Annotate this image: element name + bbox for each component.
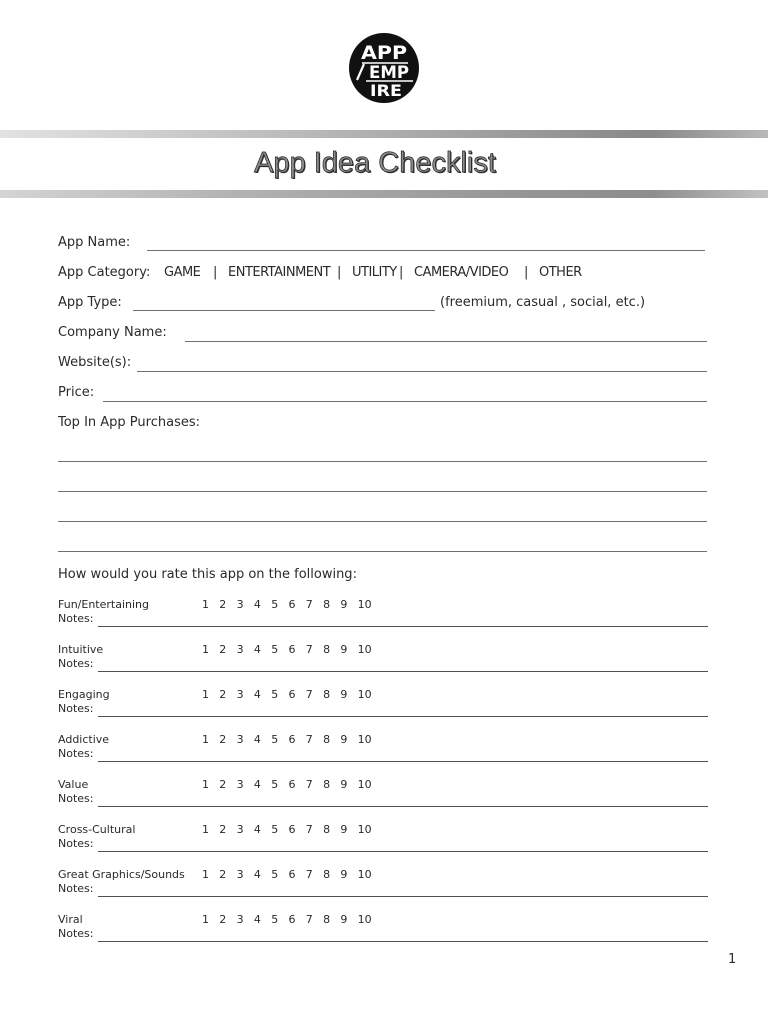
rating-scale-value: 10 (357, 868, 372, 881)
rating-scale-value: 6 (288, 913, 296, 926)
rating-scale-value: 10 (357, 733, 372, 746)
notes-line (98, 941, 708, 942)
category-option-entertainment: ENTERTAINMENT (228, 265, 331, 280)
rating-scale-value: 3 (236, 868, 244, 881)
rating-scale-value: 2 (219, 598, 227, 611)
rating-scale-value: 1 (202, 868, 209, 881)
rating-scale-value: 8 (323, 643, 331, 656)
logo-text-line-2: EMP (369, 63, 409, 83)
rating-scale (202, 598, 375, 612)
rating-scale-value: 1 (202, 688, 209, 701)
notes-line (98, 851, 708, 852)
rating-scale-value: 2 (219, 868, 227, 881)
websites-line (137, 371, 707, 372)
rating-scale-value: 2 (219, 823, 227, 836)
rating-scale-value: 8 (323, 778, 331, 791)
category-separator: | (399, 265, 404, 280)
rating-scale (202, 688, 375, 702)
rating-scale-value: 10 (357, 778, 372, 791)
notes-label: Notes: (58, 747, 94, 760)
rating-scale-value: 5 (271, 643, 279, 656)
rating-scale (202, 733, 375, 747)
rating-row-fun-entertaining (58, 598, 708, 628)
notes-label: Notes: (58, 837, 94, 850)
rating-scale-value: 3 (236, 778, 244, 791)
rating-scale-value: 1 (202, 733, 209, 746)
price-label: Price: (58, 385, 95, 400)
rating-criterion-label: Cross-Cultural (58, 823, 136, 836)
category-option-camera-video: CAMERA/VIDEO (414, 265, 509, 280)
logo-text-line-3: IRE (370, 81, 402, 100)
rating-scale-value: 9 (340, 643, 348, 656)
app-type-line (133, 310, 435, 311)
notes-label: Notes: (58, 927, 94, 940)
rating-scale (202, 868, 375, 882)
rating-scale-value: 4 (253, 823, 261, 836)
rating-scale-value: 6 (288, 823, 296, 836)
category-separator: | (337, 265, 342, 280)
rating-row-cross-cultural (58, 823, 708, 853)
header-rule-bottom (0, 190, 768, 198)
page-number: 1 (728, 952, 737, 967)
rating-scale-value: 1 (202, 778, 209, 791)
rating-scale-value: 9 (340, 688, 348, 701)
company-name-label: Company Name: (58, 325, 167, 340)
page-title: App Idea Checklist (254, 147, 496, 179)
rating-scale-value: 6 (288, 643, 296, 656)
rating-scale-value: 8 (323, 868, 331, 881)
rating-scale-value: 9 (340, 778, 348, 791)
rating-scale (202, 913, 375, 927)
app-empire-logo (348, 32, 420, 104)
rating-criterion-label: Viral (58, 913, 83, 926)
notes-label: Notes: (58, 882, 94, 895)
rating-scale-value: 10 (357, 688, 372, 701)
rating-scale-value: 4 (253, 778, 261, 791)
rating-scale-value: 1 (202, 598, 209, 611)
rating-scale-value: 7 (305, 778, 313, 791)
rating-scale-value: 7 (305, 643, 313, 656)
rating-scale-value: 5 (271, 868, 279, 881)
rating-row-addictive (58, 733, 708, 763)
logo-text-line-1: APP (361, 42, 408, 64)
rating-scale-value: 4 (253, 643, 261, 656)
purchases-line (58, 521, 707, 522)
rating-scale (202, 778, 375, 792)
notes-line (98, 806, 708, 807)
rating-scale-value: 9 (340, 823, 348, 836)
rating-scale-value: 6 (288, 733, 296, 746)
rating-scale-value: 6 (288, 868, 296, 881)
notes-line (98, 671, 708, 672)
rating-scale-value: 8 (323, 688, 331, 701)
rating-criterion-label: Value (58, 778, 89, 791)
rating-criterion-label: Addictive (58, 733, 110, 746)
rating-row-intuitive (58, 643, 708, 673)
rating-scale-value: 9 (340, 598, 348, 611)
rating-scale-value: 10 (357, 643, 372, 656)
purchases-line (58, 491, 707, 492)
rating-row-value (58, 778, 708, 808)
rating-scale-value: 5 (271, 913, 279, 926)
rating-scale-value: 8 (323, 823, 331, 836)
category-option-utility: UTILITY (352, 265, 397, 280)
rating-scale-value: 6 (288, 778, 296, 791)
category-option-other: OTHER (539, 265, 582, 280)
rating-scale-value: 9 (340, 868, 348, 881)
rating-scale-value: 9 (340, 913, 348, 926)
notes-label: Notes: (58, 702, 94, 715)
category-separator: | (213, 265, 218, 280)
rating-scale-value: 10 (357, 823, 372, 836)
rating-scale-value: 8 (323, 598, 331, 611)
rating-scale-value: 8 (323, 733, 331, 746)
rating-criterion-label: Fun/Entertaining (58, 598, 149, 611)
purchases-line (58, 551, 707, 552)
rating-scale-value: 3 (236, 733, 244, 746)
rating-scale-value: 6 (288, 688, 296, 701)
rating-scale-value: 2 (219, 643, 227, 656)
top-in-app-purchases-label: Top In App Purchases: (58, 415, 200, 430)
rating-scale-value: 7 (305, 733, 313, 746)
rating-scale-value: 5 (271, 778, 279, 791)
app-name-label: App Name: (58, 235, 131, 250)
rating-criterion-label: Great Graphics/Sounds (58, 868, 185, 881)
app-type-label: App Type: (58, 295, 122, 310)
rating-scale-value: 3 (236, 643, 244, 656)
rating-scale-value: 5 (271, 733, 279, 746)
rating-criterion-label: Engaging (58, 688, 110, 701)
rating-row-viral (58, 913, 708, 943)
rating-scale-value: 1 (202, 823, 209, 836)
rating-row-engaging (58, 688, 708, 718)
notes-line (98, 761, 708, 762)
rating-row-great-graphics-sounds (58, 868, 708, 898)
rating-scale-value: 1 (202, 643, 209, 656)
rating-prompt: How would you rate this app on the following: (58, 567, 357, 582)
rating-scale-value: 4 (253, 688, 261, 701)
rating-scale-value: 10 (357, 913, 372, 926)
header-rule-top (0, 130, 768, 138)
rating-scale-value: 9 (340, 733, 348, 746)
rating-scale-value: 3 (236, 688, 244, 701)
rating-scale-value: 5 (271, 688, 279, 701)
rating-scale-value: 3 (236, 823, 244, 836)
rating-scale-value: 2 (219, 733, 227, 746)
rating-scale-value: 3 (236, 598, 244, 611)
price-line (103, 401, 707, 402)
rating-scale-value: 5 (271, 598, 279, 611)
rating-scale-value: 4 (253, 598, 261, 611)
rating-criterion-label: Intuitive (58, 643, 104, 656)
rating-scale-value: 1 (202, 913, 209, 926)
rating-scale-value: 4 (253, 868, 261, 881)
notes-line (98, 716, 708, 717)
notes-label: Notes: (58, 612, 94, 625)
rating-scale-value: 2 (219, 688, 227, 701)
rating-scale (202, 643, 375, 657)
category-option-game: GAME (164, 265, 201, 280)
app-category-label: App Category: (58, 265, 151, 280)
rating-scale-value: 7 (305, 913, 313, 926)
rating-scale-value: 4 (253, 913, 261, 926)
notes-line (98, 626, 708, 627)
rating-scale-value: 7 (305, 688, 313, 701)
rating-scale-value: 6 (288, 598, 296, 611)
rating-scale-value: 8 (323, 913, 331, 926)
rating-scale-value: 5 (271, 823, 279, 836)
notes-label: Notes: (58, 792, 94, 805)
rating-scale-value: 4 (253, 733, 261, 746)
rating-scale-value: 2 (219, 778, 227, 791)
notes-label: Notes: (58, 657, 94, 670)
rating-scale-value: 7 (305, 823, 313, 836)
notes-line (98, 896, 708, 897)
company-name-line (185, 341, 707, 342)
app-name-line (147, 250, 705, 251)
rating-scale-value: 7 (305, 868, 313, 881)
rating-scale-value: 7 (305, 598, 313, 611)
purchases-line (58, 461, 707, 462)
rating-scale-value: 10 (357, 598, 372, 611)
websites-label: Website(s): (58, 355, 132, 370)
rating-scale (202, 823, 375, 837)
rating-scale-value: 3 (236, 913, 244, 926)
app-type-hint: (freemium, casual , social, etc.) (440, 295, 646, 310)
rating-scale-value: 2 (219, 913, 227, 926)
category-separator: | (524, 265, 529, 280)
